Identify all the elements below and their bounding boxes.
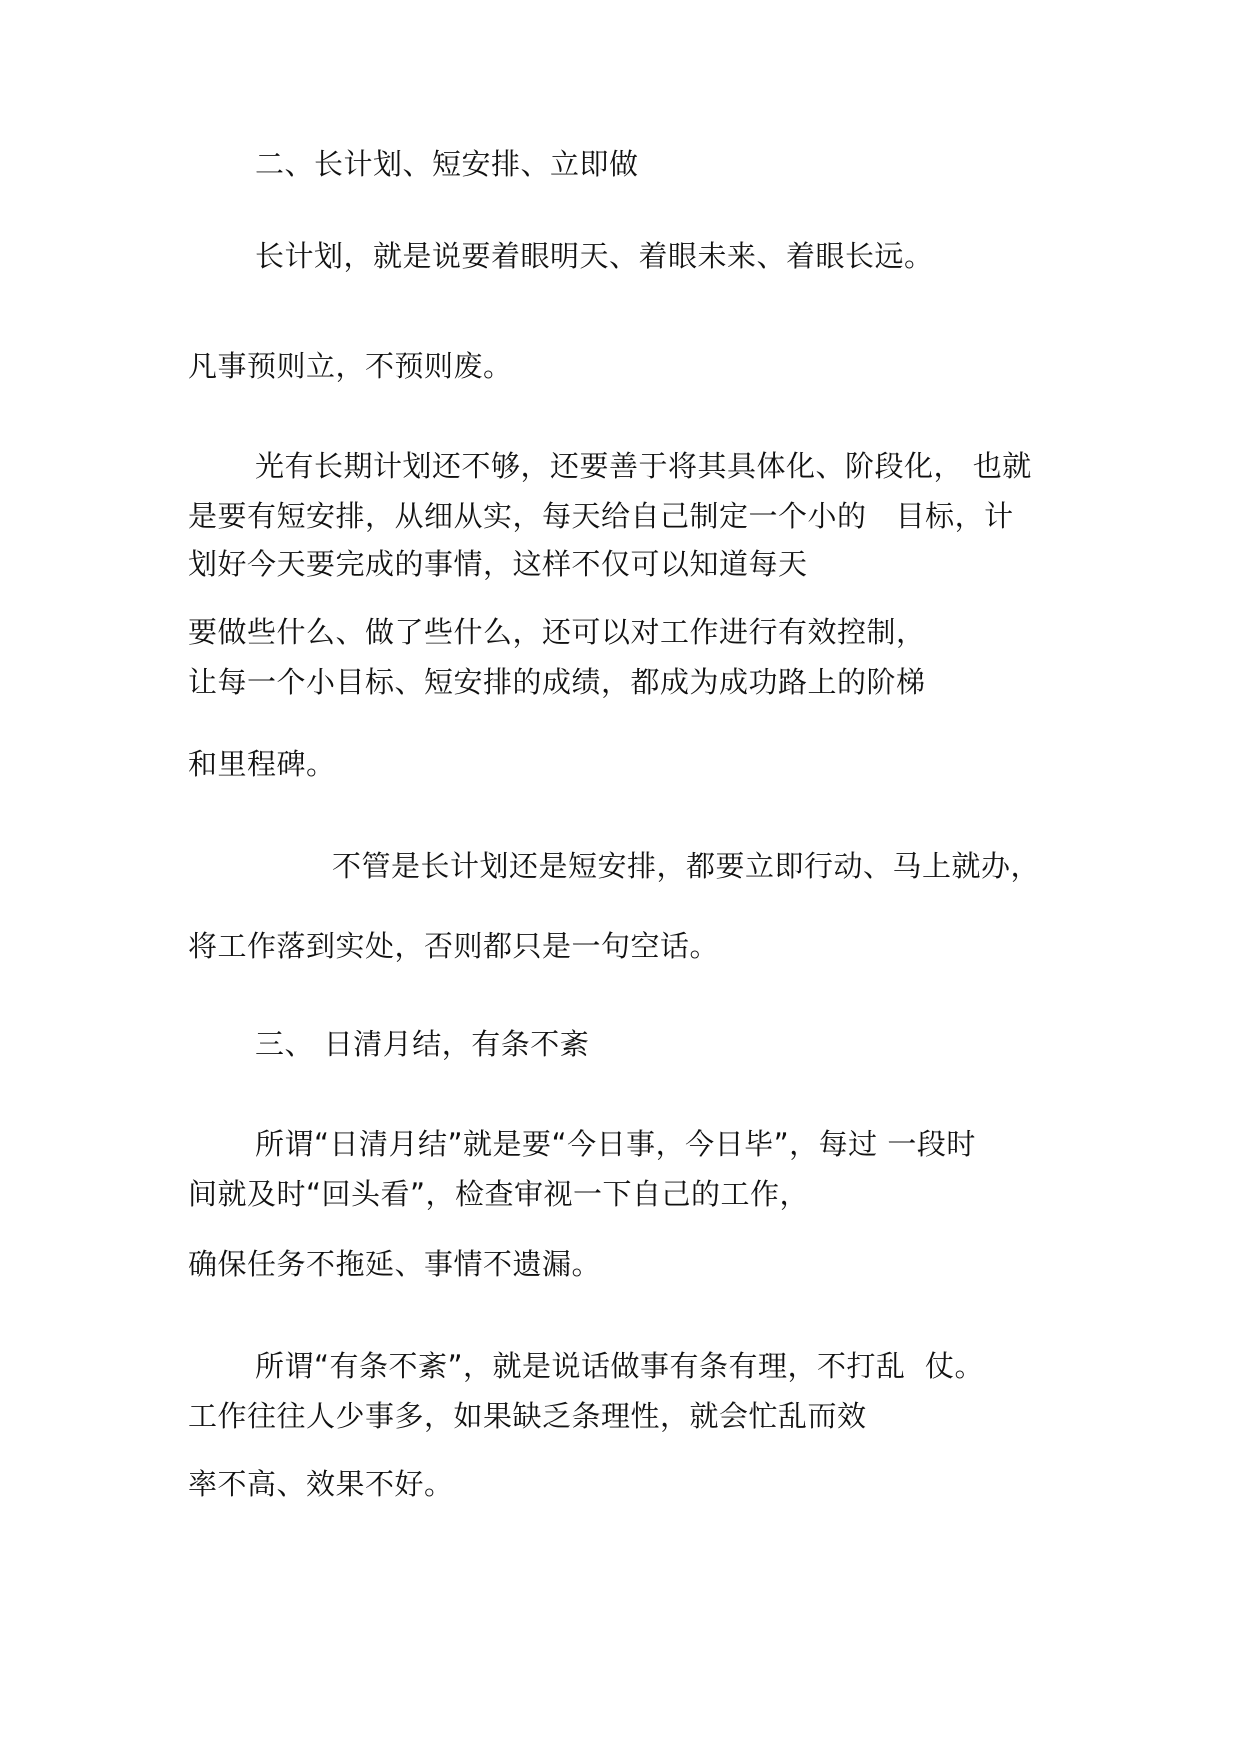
paragraph-line: 率不高、效果不好。: [188, 1467, 454, 1501]
paragraph-line: 间就及时“回头看”，检查审视一下自己的工作，: [188, 1177, 810, 1211]
paragraph-line: 划好今天要完成的事情，这样不仅可以知道每天: [188, 547, 808, 581]
paragraph-line: 所谓“日清月结”就是要“今日事，今日毕”，每过 一段时: [255, 1127, 976, 1161]
paragraph-line: 要做些什么、做了些什么，还可以对工作进行有效控制，: [188, 615, 926, 649]
paragraph-line: 长计划，就是说要着眼明天、着眼未来、着眼长远。: [255, 239, 934, 273]
section-heading: 三、 日清月结，有条不紊: [255, 1027, 590, 1061]
paragraph-line: 让每一个小目标、短安排的成绩，都成为成功路上的阶梯: [188, 665, 926, 699]
paragraph-line: 不管是长计划还是短安排，都要立即行动、马上就办，: [332, 849, 1041, 883]
paragraph-line: 是要有短安排，从细从实，每天给自己制定一个小的 目标，计: [188, 499, 1014, 533]
paragraph-line: 工作往往人少事多，如果缺乏条理性，就会忙乱而效: [188, 1399, 867, 1433]
section-heading: 二、长计划、短安排、立即做: [255, 147, 639, 181]
paragraph-line: 光有长期计划还不够，还要善于将其具体化、阶段化， 也就: [255, 449, 1032, 483]
paragraph-line: 凡事预则立，不预则废。: [188, 349, 513, 383]
paragraph-line: 确保任务不拖延、事情不遗漏。: [188, 1247, 602, 1281]
paragraph-line: 将工作落到实处，否则都只是一句空话。: [188, 929, 720, 963]
paragraph-line: 所谓“有条不紊”，就是说话做事有条有理，不打乱 仗。: [255, 1349, 984, 1383]
paragraph-line: 和里程碑。: [188, 747, 336, 781]
